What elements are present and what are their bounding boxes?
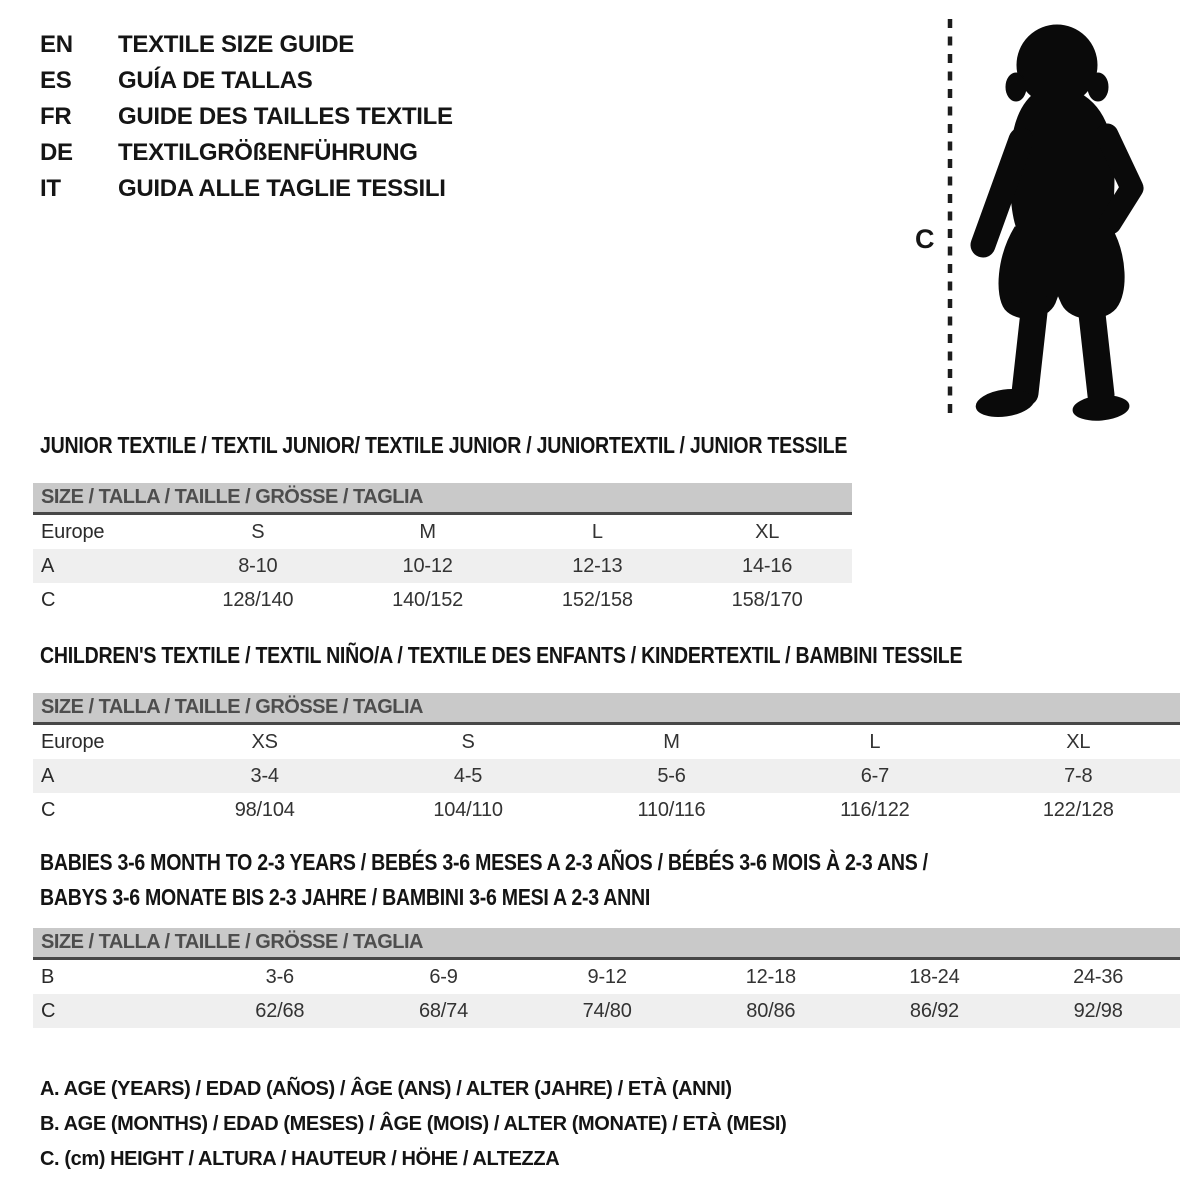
size-value-cell: XS bbox=[251, 730, 278, 753]
size-value-cell: 62/68 bbox=[255, 999, 305, 1022]
row-label-cell: C bbox=[41, 588, 56, 611]
toddler-silhouette-icon bbox=[974, 25, 1132, 422]
language-code: FR bbox=[40, 103, 72, 130]
size-value-cell: 68/74 bbox=[418, 999, 469, 1022]
size-table-babies bbox=[33, 960, 1180, 1028]
size-value-cell: 6-9 bbox=[429, 965, 458, 988]
size-value-cell: 24-36 bbox=[1073, 965, 1124, 988]
row-label-cell: A bbox=[41, 554, 55, 577]
language-row bbox=[40, 135, 453, 171]
language-title: TEXTILE SIZE GUIDE bbox=[118, 31, 354, 58]
size-value-cell: 18-24 bbox=[909, 965, 960, 988]
size-value-cell: 116/122 bbox=[840, 798, 910, 821]
language-row bbox=[40, 171, 453, 207]
measure-label: C bbox=[915, 224, 935, 254]
size-value-cell: 128/140 bbox=[222, 588, 294, 611]
section-title bbox=[33, 433, 852, 457]
size-value-cell: 12-18 bbox=[745, 965, 796, 988]
section-title-line: JUNIOR TEXTILE / TEXTIL JUNIOR/ TEXTILE JUNIOR / JUNIORTEXTIL / JUNIOR TESSILE bbox=[40, 432, 848, 458]
size-value-cell: 7-8 bbox=[1064, 764, 1093, 787]
size-value-cell: XL bbox=[755, 520, 780, 543]
table-row bbox=[33, 583, 852, 617]
legend-line-c: C. (cm) HEIGHT / ALTURA / HAUTEUR / HÖHE / ALTEZZA bbox=[40, 1148, 560, 1170]
measure-legend bbox=[40, 1072, 786, 1177]
size-value-cell: 10-12 bbox=[402, 554, 453, 577]
language-title: GUÍA DE TALLAS bbox=[118, 67, 313, 94]
language-row bbox=[40, 27, 453, 63]
table-row bbox=[33, 994, 1180, 1028]
size-value-cell: 9-12 bbox=[587, 965, 627, 988]
size-value-cell: 4-5 bbox=[453, 764, 483, 787]
table-row bbox=[33, 793, 1180, 827]
row-label-cell: B bbox=[41, 965, 55, 988]
size-value-cell: M bbox=[419, 520, 436, 543]
language-row bbox=[40, 99, 453, 135]
section-children-textile bbox=[33, 643, 1180, 827]
section-title bbox=[33, 845, 1180, 915]
size-value-cell: 74/80 bbox=[582, 999, 632, 1022]
size-value-cell: 86/92 bbox=[909, 999, 959, 1022]
row-label-cell: A bbox=[41, 764, 55, 787]
row-label-cell: Europe bbox=[41, 730, 105, 753]
language-title: GUIDA ALLE TAGLIE TESSILI bbox=[118, 175, 446, 202]
measurement-figure bbox=[895, 5, 1155, 425]
size-value-cell: 3-4 bbox=[250, 764, 279, 787]
size-table-children bbox=[33, 725, 1180, 827]
size-header-bar: SIZE / TALLA / TAILLE / GRÖSSE / TAGLIA bbox=[33, 693, 1180, 725]
table-row bbox=[33, 515, 852, 549]
row-label-cell: C bbox=[41, 798, 56, 821]
size-value-cell: 3-6 bbox=[265, 965, 294, 988]
language-code: IT bbox=[40, 175, 61, 202]
size-value-cell: 6-7 bbox=[860, 764, 890, 787]
language-title: GUIDE DES TAILLES TEXTILE bbox=[118, 103, 453, 130]
legend-line-a: A. AGE (YEARS) / EDAD (AÑOS) / ÂGE (ANS) / ALTER (JAHRE) / ETÀ (ANNI) bbox=[40, 1078, 732, 1100]
size-value-cell: 122/128 bbox=[1042, 798, 1114, 821]
size-value-cell: S bbox=[251, 520, 265, 543]
table-row bbox=[33, 549, 852, 583]
size-value-cell: 14-16 bbox=[742, 554, 793, 577]
size-header-bar: SIZE / TALLA / TAILLE / GRÖSSE / TAGLIA bbox=[33, 928, 1180, 960]
language-row bbox=[40, 63, 453, 99]
size-value-cell: XL bbox=[1066, 730, 1091, 753]
size-value-cell: 158/170 bbox=[731, 588, 803, 611]
size-table-junior bbox=[33, 515, 852, 617]
size-value-cell: 140/152 bbox=[392, 588, 464, 611]
size-value-cell: L bbox=[869, 730, 881, 753]
row-label-cell: C bbox=[41, 999, 56, 1022]
table-row bbox=[33, 759, 1180, 793]
section-title bbox=[33, 643, 1180, 667]
language-code: DE bbox=[40, 139, 73, 166]
size-value-cell: 98/104 bbox=[234, 798, 295, 821]
section-title-line: BABIES 3-6 MONTH TO 2-3 YEARS / BEBÉS 3-6 MESES A 2-3 AÑOS / BÉBÉS 3-6 MOIS À 2-3 ANS / bbox=[40, 849, 928, 875]
size-value-cell: 5-6 bbox=[657, 764, 686, 787]
size-value-cell: S bbox=[461, 730, 475, 753]
language-title: TEXTILGRÖßENFÜHRUNG bbox=[118, 139, 418, 166]
size-header-bar: SIZE / TALLA / TAILLE / GRÖSSE / TAGLIA bbox=[33, 483, 852, 515]
section-title-line: BABYS 3-6 MONATE BIS 2-3 JAHRE / BAMBINI 3-6 MESI A 2-3 ANNI bbox=[40, 884, 651, 910]
size-value-cell: 8-10 bbox=[238, 554, 278, 577]
language-code: EN bbox=[40, 31, 73, 58]
language-list bbox=[40, 27, 453, 207]
table-row bbox=[33, 725, 1180, 759]
legend-line-b: B. AGE (MONTHS) / EDAD (MESES) / ÂGE (MOIS) / ALTER (MONATE) / ETÀ (MESI) bbox=[40, 1113, 787, 1135]
row-label-cell: Europe bbox=[41, 520, 105, 543]
size-value-cell: 104/110 bbox=[433, 798, 503, 821]
section-title-line: CHILDREN'S TEXTILE / TEXTIL NIÑO/A / TEXTILE DES ENFANTS / KINDERTEXTIL / BAMBINI TESSILE bbox=[40, 642, 963, 668]
size-value-cell: M bbox=[663, 730, 680, 753]
size-value-cell: 152/158 bbox=[561, 588, 633, 611]
table-row bbox=[33, 960, 1180, 994]
section-junior-textile bbox=[33, 433, 852, 617]
size-value-cell: L bbox=[591, 520, 603, 543]
size-value-cell: 110/116 bbox=[637, 798, 706, 821]
size-value-cell: 12-13 bbox=[572, 554, 623, 577]
language-code: ES bbox=[40, 67, 72, 94]
section-babies-textile bbox=[33, 845, 1180, 1028]
size-value-cell: 92/98 bbox=[1073, 999, 1123, 1022]
size-value-cell: 80/86 bbox=[746, 999, 796, 1022]
